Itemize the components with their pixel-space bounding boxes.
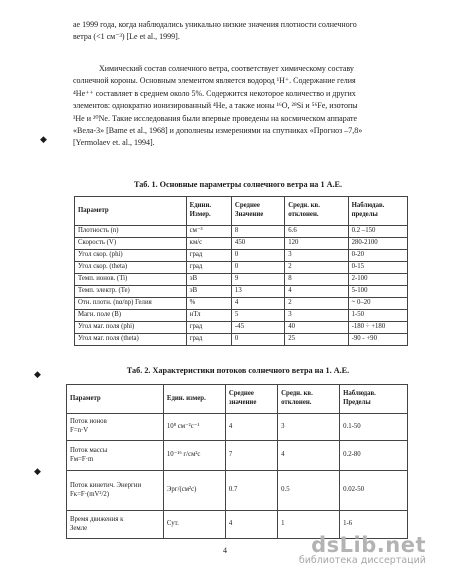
table-cell: град	[186, 322, 231, 334]
table-cell: Сут.	[163, 511, 225, 539]
table-cell: см⁻³	[186, 226, 231, 238]
table-cell: град	[186, 250, 231, 262]
table-cell: нТл	[186, 310, 231, 322]
table-cell: 8	[231, 226, 284, 238]
text-line: элементов: однократно ионизированный ⁴He, а также ионы ¹⁶O, ²⁸Si и ⁵⁶Fe, изотопы	[73, 101, 358, 111]
table-cell: 3	[278, 414, 340, 441]
table-cell: 4	[285, 286, 348, 298]
header-cell: Параметр	[75, 197, 187, 226]
table-cell: 7	[225, 441, 277, 471]
table-cell	[67, 511, 164, 539]
table-cell	[67, 414, 164, 441]
table-row	[75, 286, 408, 298]
table-cell: 5	[231, 310, 284, 322]
table-row	[75, 334, 408, 346]
table-cell: 450	[231, 238, 284, 250]
table-cell: 0.02-50	[340, 471, 408, 511]
table-cell: 3	[285, 250, 348, 262]
table-cell: 4	[225, 511, 277, 539]
table-cell: -180 ÷ +180	[348, 322, 407, 334]
table-cell: эВ	[186, 274, 231, 286]
table-cell: 1	[278, 511, 340, 539]
param-formula: F=n·V	[70, 427, 89, 434]
table1	[74, 196, 408, 346]
text-line: солнечной короны. Основным элементом является водород ¹H⁺. Содержание гелия	[73, 76, 356, 86]
table-cell: Эрг/(см²с)	[163, 471, 225, 511]
table-cell: Темп. электр. (Te)	[75, 286, 187, 298]
table-cell: Скорость (V)	[75, 238, 187, 250]
table-cell: 6.6	[285, 226, 348, 238]
text-line: ³He и ²⁰Ne. Такие исследования были впервые проведены на космическом аппарате	[73, 113, 358, 123]
table-cell	[67, 441, 164, 471]
param-name: Поток ионов	[70, 418, 107, 426]
table-row	[67, 471, 408, 511]
table-cell: Угол маг. поля (phi)	[75, 322, 187, 334]
table-row	[75, 310, 408, 322]
text-line: ае 1999 года, когда наблюдались уникально низкие значения плотности солнечного	[73, 20, 357, 29]
margin-mark: ◆	[34, 369, 41, 379]
table-cell: 10⁻¹⁶ г/см²с	[163, 441, 225, 471]
table-cell: 3	[285, 310, 348, 322]
table-cell: 4	[278, 441, 340, 471]
table-row	[75, 226, 408, 238]
header-cell: Наблюдав. Пределы	[340, 385, 408, 414]
table-cell: Угол скор. (theta)	[75, 262, 187, 274]
table-cell: %	[186, 298, 231, 310]
table-row	[75, 250, 408, 262]
table-cell: 0	[231, 262, 284, 274]
table-row	[67, 441, 408, 471]
table-cell: 0-20	[348, 250, 407, 262]
param-formula: Fм=F·m	[70, 455, 94, 463]
text-line: «Вела-3» [Bame et al., 1968] и дополнены измерениями на спутниках «Прогноз –7,8»	[73, 126, 363, 136]
param-name: Время движения к	[70, 515, 124, 523]
watermark	[299, 533, 426, 566]
table-cell: Угол скор. (phi)	[75, 250, 187, 262]
table-row	[75, 298, 408, 310]
composition-paragraph	[73, 63, 403, 150]
param-name: Поток массы	[70, 446, 108, 454]
table-cell: ~ 0–20	[348, 298, 407, 310]
margin-mark: ◆	[40, 134, 47, 144]
param-name: Поток кинетич. Энергии	[70, 481, 142, 489]
header-cell: Среднее значение	[225, 385, 277, 414]
table1-caption: Таб. 1. Основные параметры солнечного ветра на 1 А.Е.	[133, 180, 343, 189]
table-cell: -45	[231, 322, 284, 334]
table-row	[75, 322, 408, 334]
table-cell: 2-100	[348, 274, 407, 286]
table-cell: град	[186, 334, 231, 346]
table-cell: 25	[285, 334, 348, 346]
table-cell: 0.2 –150	[348, 226, 407, 238]
table-cell: км/с	[186, 238, 231, 250]
param-formula: Fк=F·(mV²/2)	[70, 490, 110, 498]
table-cell: 4	[225, 414, 277, 441]
header-cell: Средн. кв. отклонен.	[285, 197, 348, 226]
page-number: 4	[223, 546, 227, 555]
table-row	[75, 274, 408, 286]
table-cell: 5-100	[348, 286, 407, 298]
table-cell: Угол маг. поля (theta)	[75, 334, 187, 346]
header-cell: Едини. Измер.	[186, 197, 231, 226]
table-cell: 0.5	[278, 471, 340, 511]
table2	[66, 384, 408, 539]
margin-mark: ◆	[34, 466, 41, 476]
table-cell: 2	[285, 298, 348, 310]
text-line: ветра (<1 см⁻³) [Le et al., 1999].	[73, 32, 180, 42]
table-row	[75, 238, 408, 250]
param-formula: Земле	[70, 524, 88, 532]
table-cell: 10⁸ см⁻²с⁻¹	[163, 414, 225, 441]
table-row	[67, 414, 408, 441]
table-header-row	[67, 385, 408, 414]
table-cell: 8	[285, 274, 348, 286]
watermark-subtitle: библиотека диссертаций	[298, 555, 426, 566]
table-cell: 0	[231, 334, 284, 346]
table-cell: Темп. ионов. (Ti)	[75, 274, 187, 286]
table-cell: -90 - +90	[348, 334, 407, 346]
table-cell: 0.2-80	[340, 441, 408, 471]
table-cell: 4	[231, 298, 284, 310]
table-cell: 280-2100	[348, 238, 407, 250]
table-cell: 0.7	[225, 471, 277, 511]
table-cell	[67, 471, 164, 511]
table-cell: Плотность (n)	[75, 226, 187, 238]
header-cell: Параметр	[67, 385, 164, 414]
watermark-logo: dsLib.net	[311, 533, 426, 557]
table-header-row	[75, 197, 408, 226]
table-cell: град	[186, 262, 231, 274]
intro-paragraph	[73, 19, 403, 44]
table-cell: 0-15	[348, 262, 407, 274]
table-cell: Отн. плотн. (nα/np) Гелия	[75, 298, 187, 310]
table-cell: 2	[285, 262, 348, 274]
table-cell: 13	[231, 286, 284, 298]
text-line: ⁴He⁺⁺ составляет в среднем около 5%. Содержится некоторое количество и других	[73, 88, 356, 98]
header-cell: Средн. кв. отклонен.	[278, 385, 340, 414]
text-line: [Yermolaev et. al., 1994].	[73, 138, 155, 148]
table-cell: Магн. поле (B)	[75, 310, 187, 322]
header-cell: Един. измер.	[163, 385, 225, 414]
table-cell: 0.1-50	[340, 414, 408, 441]
table-cell: 1-50	[348, 310, 407, 322]
table-row	[75, 262, 408, 274]
table-cell: 9	[231, 274, 284, 286]
table-cell: 120	[285, 238, 348, 250]
table-cell: 40	[285, 322, 348, 334]
text-line: Химический состав солнечного ветра, соответствует химическому составу	[99, 64, 354, 73]
table-cell: 0	[231, 250, 284, 262]
table-cell: 1-6	[340, 511, 408, 539]
table2-caption: Таб. 2. Характеристики потоков солнечного ветра на 1. А.Е.	[126, 366, 350, 375]
header-cell: Наблюдав. пределы	[348, 197, 407, 226]
header-cell: Среднее Значение	[231, 197, 284, 226]
table-cell: эВ	[186, 286, 231, 298]
